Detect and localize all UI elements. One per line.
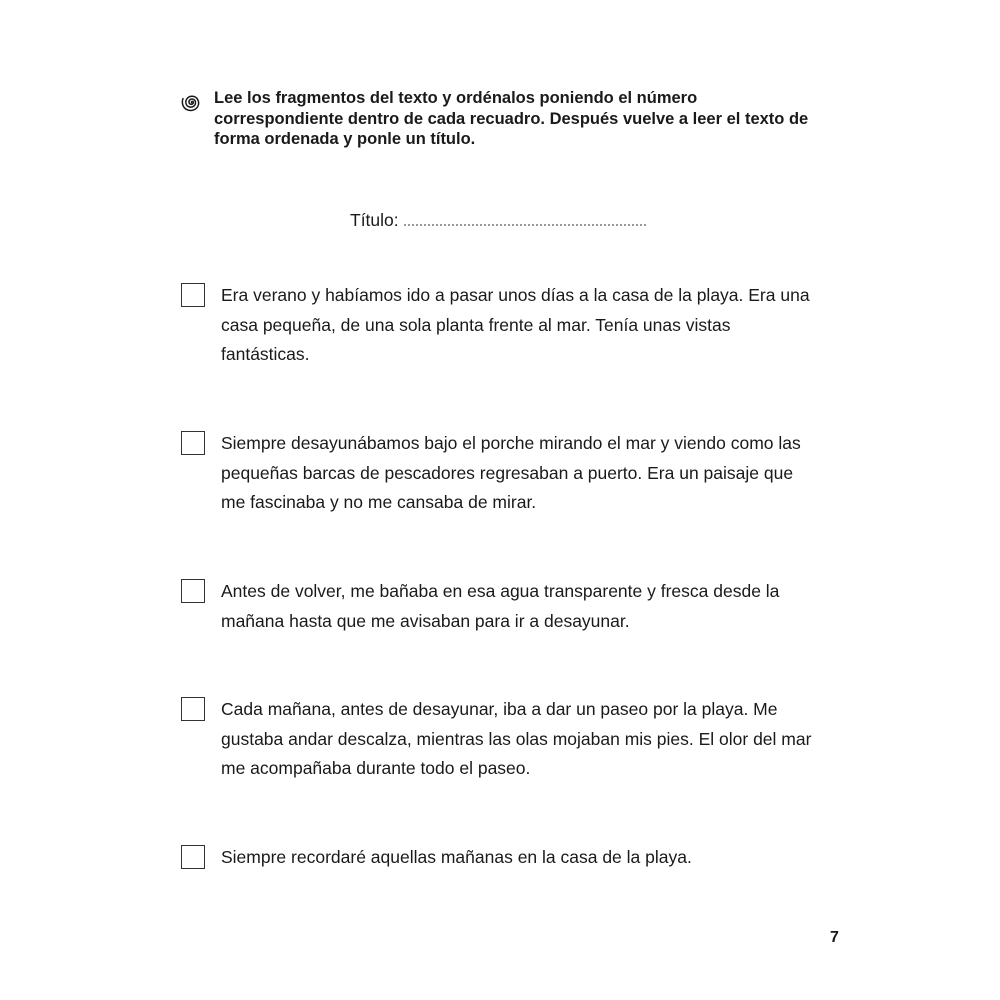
spiral-icon	[178, 89, 204, 115]
order-number-box[interactable]	[181, 579, 205, 603]
order-number-box[interactable]	[181, 431, 205, 455]
order-number-box[interactable]	[181, 697, 205, 721]
title-label: Título:	[350, 210, 399, 230]
fragment-text: Siempre recordaré aquellas mañanas en la casa de la playa.	[221, 847, 692, 867]
fragment-text: Antes de volver, me bañaba en esa agua transparente y fresca desde la mañana hasta que me avisaban para ir a desayunar.	[221, 581, 780, 631]
title-input-line[interactable]	[404, 222, 646, 226]
fragment-text: Cada mañana, antes de desayunar, iba a dar un paseo por la playa. Me gustaba andar descalza, mientras las olas mojaban mis pies. El olor del mar me acompañaba durante todo el paseo.	[221, 699, 812, 778]
title-field	[350, 207, 646, 233]
fragment-text: Siempre desayunábamos bajo el porche mirando el mar y viendo como las pequeñas barcas de pescadores regresaban a puerto. Era un paisaje que me fascinaba y no me cansaba de mirar.	[221, 433, 801, 512]
instruction-text: Lee los fragmentos del texto y ordénalos poniendo el número correspondiente dentro de cada recuadro. Después vuelve a leer el texto de forma ordenada y ponle un título.	[214, 89, 809, 148]
page-number: 7	[830, 929, 839, 946]
fragment-text: Era verano y habíamos ido a pasar unos días a la casa de la playa. Era una casa pequeña, de una sola planta frente al mar. Tenía unas vistas fantásticas.	[221, 285, 810, 364]
order-number-box[interactable]	[181, 283, 205, 307]
order-number-box[interactable]	[181, 845, 205, 869]
